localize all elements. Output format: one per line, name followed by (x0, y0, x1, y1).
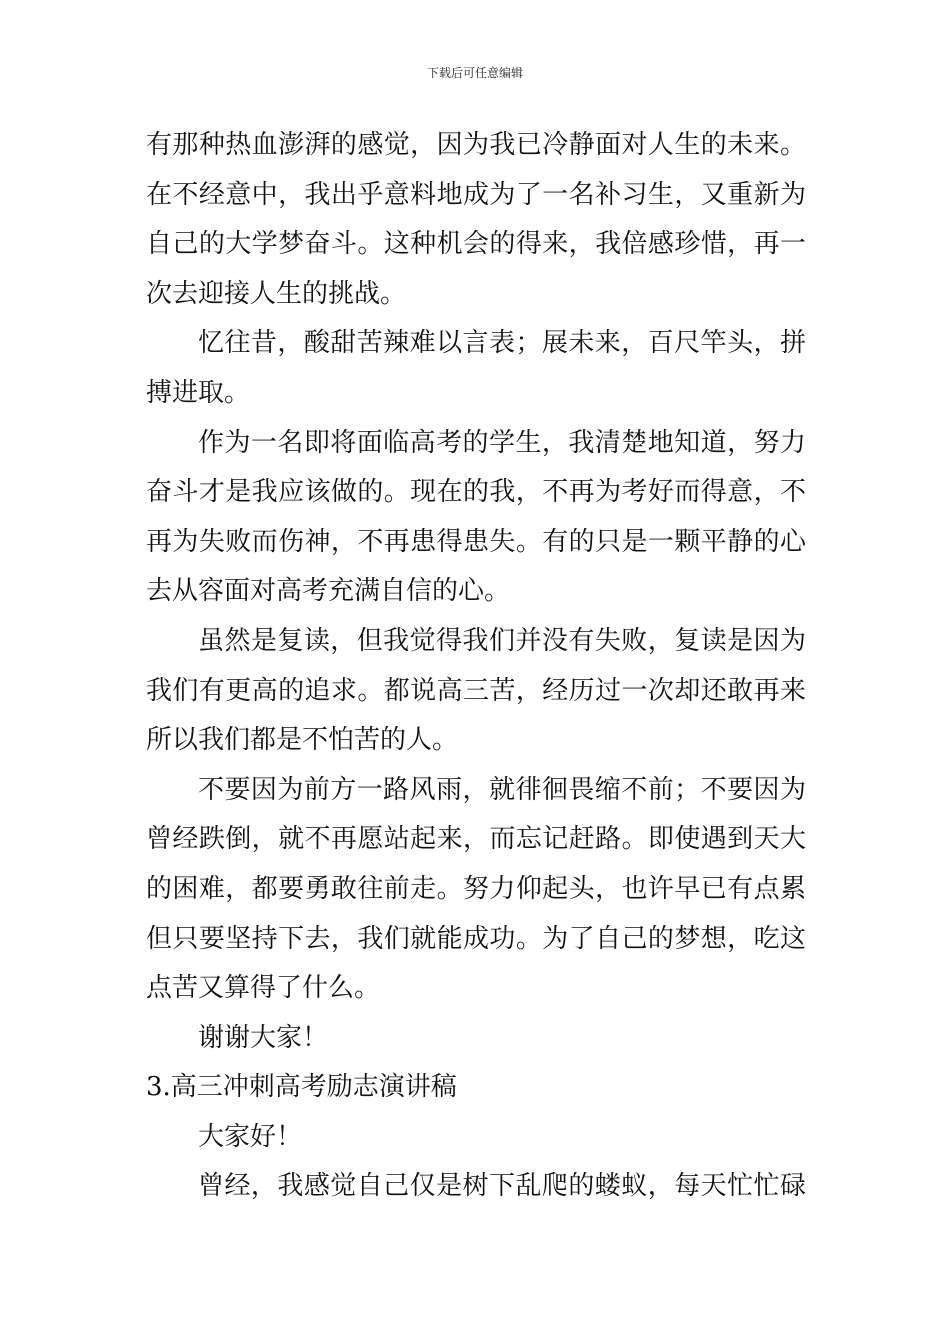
text-line: 次去迎接人生的挑战。 (146, 278, 407, 309)
text-line: 点苦又算得了什么。 (146, 973, 381, 1004)
text-line: 的困难，都要勇敢往前走。努力仰起头，也许早已有点累 (146, 873, 806, 904)
text-line: 自己的大学梦奋斗。这种机会的得来，我倍感珍惜，再一 (146, 229, 806, 260)
section-heading: 3.高三冲刺高考励志演讲稿 (146, 1072, 457, 1103)
text-line: 去从容面对高考充满自信的心。 (146, 576, 511, 607)
text-line: 所以我们都是不怕苦的人。 (146, 725, 459, 756)
text-line: 再为失败而伤神，不再患得患失。有的只是一颗平静的心 (146, 526, 806, 557)
paragraph-first-line: 虽然是复读，但我觉得我们并没有失败，复读是因为 (198, 625, 806, 656)
text-line: 有那种热血澎湃的感觉，因为我已冷静面对人生的未来。 (146, 130, 806, 160)
paragraph-first-line: 作为一名即将面临高考的学生，我清楚地知道，努力 (198, 427, 806, 458)
closing-line: 谢谢大家！ (198, 1022, 329, 1053)
paragraph-first-line: 忆往昔，酸甜苦辣难以言表；展未来，百尺竿头，拼 (198, 328, 806, 359)
text-line: 我们有更高的追求。都说高三苦，经历过一次却还敢再来 (146, 675, 806, 706)
document-body (146, 121, 806, 1212)
text-line: 在不经意中，我出乎意料地成为了一名补习生，又重新为 (146, 179, 806, 210)
text-line: 曾经跌倒，就不再愿站起来，而忘记赶路。即使遇到天大 (146, 824, 806, 855)
text-line: 但只要坚持下去，我们就能成功。为了自己的梦想，吃这 (146, 923, 806, 954)
paragraph-first-line: 曾经，我感觉自己仅是树下乱爬的蝼蚁，每天忙忙碌 (198, 1171, 806, 1202)
paragraph-first-line: 不要因为前方一路风雨，就徘徊畏缩不前；不要因为 (198, 774, 806, 805)
page-header: 下载后可任意编辑 (426, 66, 523, 80)
text-line: 搏进取。 (146, 377, 251, 408)
text-line: 奋斗才是我应该做的。现在的我，不再为考好而得意，不 (146, 477, 806, 508)
greeting-line: 大家好！ (198, 1121, 303, 1152)
